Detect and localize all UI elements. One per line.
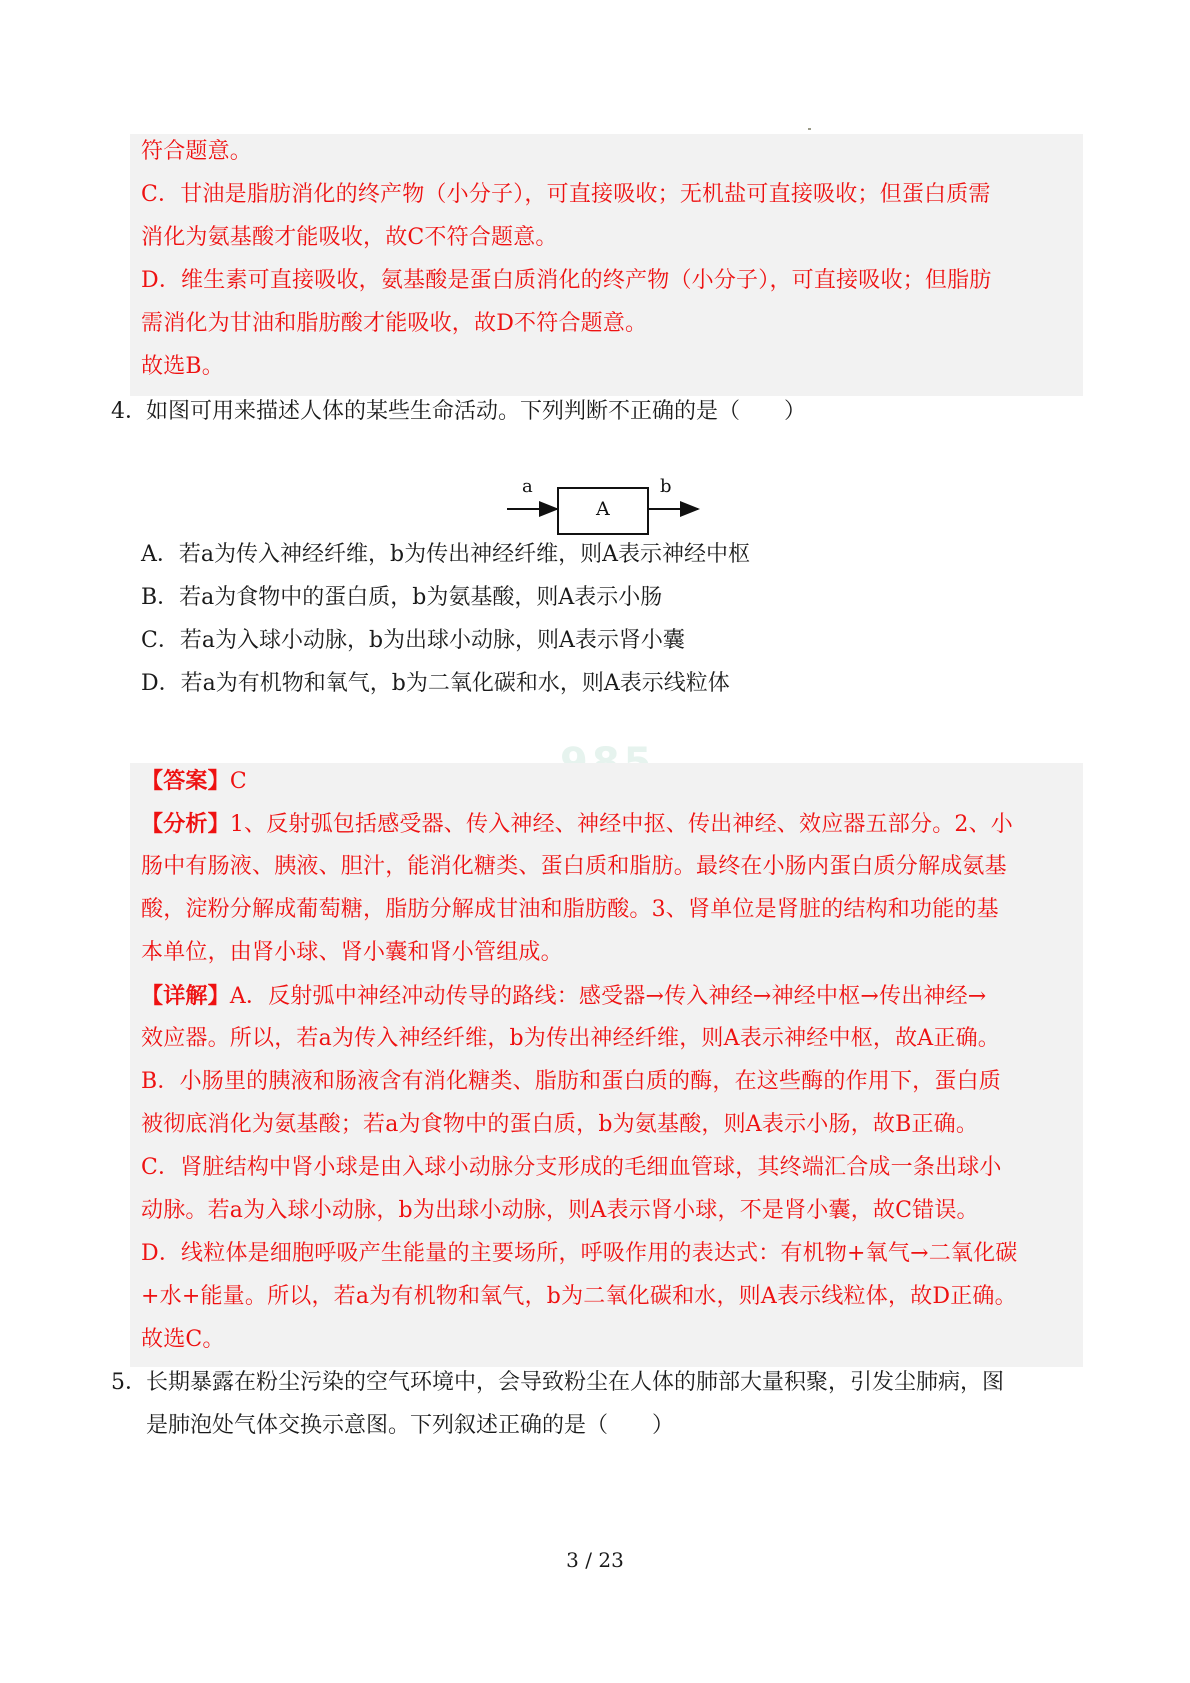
question-5-stem-line: 是肺泡处气体交换示意图。下列叙述正确的是（ ） xyxy=(146,1413,675,1438)
option-d: D．若a为有机物和氧气，b为二氧化碳和水，则A表示线粒体 xyxy=(141,671,730,696)
q3-answer-box xyxy=(130,134,1083,396)
option-b: B．若a为食物中的蛋白质，b为氨基酸，则A表示小肠 xyxy=(141,585,663,610)
question-4-stem: 如图可用来描述人体的某些生命活动。下列判断不正确的是（ ） xyxy=(146,399,807,424)
question-5-stem-line: 长期暴露在粉尘污染的空气环境中，会导致粉尘在人体的肺部大量积聚，引发尘肺病，图 xyxy=(146,1370,1005,1395)
detail-line: 动脉。若a为入球小动脉，b为出球小动脉，则A表示肾小球，不是肾小囊，故C错误。 xyxy=(141,1198,979,1223)
question-5-number: 5． xyxy=(111,1370,147,1395)
q3-answer-line: 需消化为甘油和脂肪酸才能吸收，故D不符合题意。 xyxy=(141,311,648,336)
q3-answer-line: 故选B。 xyxy=(141,354,224,379)
analysis-line: 酸，淀粉分解成葡萄糖，脂肪分解成甘油和脂肪酸。3、肾单位是肾脏的结构和功能的基 xyxy=(141,897,999,922)
diagram-input-label: a xyxy=(522,476,533,497)
detail-line: 被彻底消化为氨基酸；若a为食物中的蛋白质，b为氨基酸，则A表示小肠，故B正确。 xyxy=(141,1112,979,1137)
detail-line: C．肾脏结构中肾小球是由入球小动脉分支形成的毛细血管球，其终端汇合成一条出球小 xyxy=(141,1155,1002,1180)
analysis-tag: 【分析】 xyxy=(141,811,230,837)
page-indicator: 3 / 23 xyxy=(566,1548,624,1572)
analysis-text: 1、反射弧包括感受器、传入神经、神经中抠、传出神经、效应器五部分。2、小 xyxy=(229,812,1014,837)
flow-diagram xyxy=(500,468,710,544)
diagram-box-label: A xyxy=(596,498,610,520)
detail-text: A．反射弧中神经冲动传导的路线：感受器→传入神经→神经中枢→传出神经→ xyxy=(229,984,987,1009)
answer-tag: 【答案】 xyxy=(141,768,230,794)
q3-answer-line: C．甘油是脂肪消化的终产物（小分子），可直接吸收；无机盐可直接吸收；但蛋白质需 xyxy=(141,182,991,207)
analysis-line: 肠中有肠液、胰液、胆汁，能消化糖类、蛋白质和脂肪。最终在小肠内蛋白质分解成氨基 xyxy=(141,854,1007,879)
scan-dot xyxy=(808,128,811,130)
option-c: C．若a为入球小动脉，b为出球小动脉，则A表示肾小囊 xyxy=(141,628,685,653)
q3-answer-line: D．维生素可直接吸收，氨基酸是蛋白质消化的终产物（小分子），可直接吸收；但脂肪 xyxy=(141,268,992,293)
detail-line: D．线粒体是细胞呼吸产生能量的主要场所，呼吸作用的表达式：有机物+氧气→二氧化碳 xyxy=(141,1241,1018,1266)
analysis-line xyxy=(141,809,1013,840)
q3-answer-line: 符合题意。 xyxy=(141,139,253,164)
detail-line: B．小肠里的胰液和肠液含有消化糖类、脂肪和蛋白质的酶，在这些酶的作用下，蛋白质 xyxy=(141,1069,1001,1094)
detail-tag: 【详解】 xyxy=(141,983,230,1009)
detail-line: 效应器。所以，若a为传入神经纤维，b为传出神经纤维，则A表示神经中枢，故A正确。 xyxy=(141,1026,1000,1051)
question-4-number: 4． xyxy=(111,399,147,424)
detail-line: +水+能量。所以，若a为有机物和氧气，b为二氧化碳和水，则A表示线粒体，故D正确。 xyxy=(141,1284,1017,1309)
answer-value: C xyxy=(229,769,247,794)
detail-line xyxy=(141,981,986,1012)
q3-answer-line: 消化为氨基酸才能吸收，故C不符合题意。 xyxy=(141,225,558,250)
option-a: A．若a为传入神经纤维，b为传出神经纤维，则A表示神经中枢 xyxy=(141,542,750,567)
detail-line: 故选C。 xyxy=(141,1327,225,1352)
analysis-line: 本单位，由肾小球、肾小囊和肾小管组成。 xyxy=(141,940,563,965)
diagram-output-label: b xyxy=(660,476,672,497)
answer-line xyxy=(141,766,247,797)
